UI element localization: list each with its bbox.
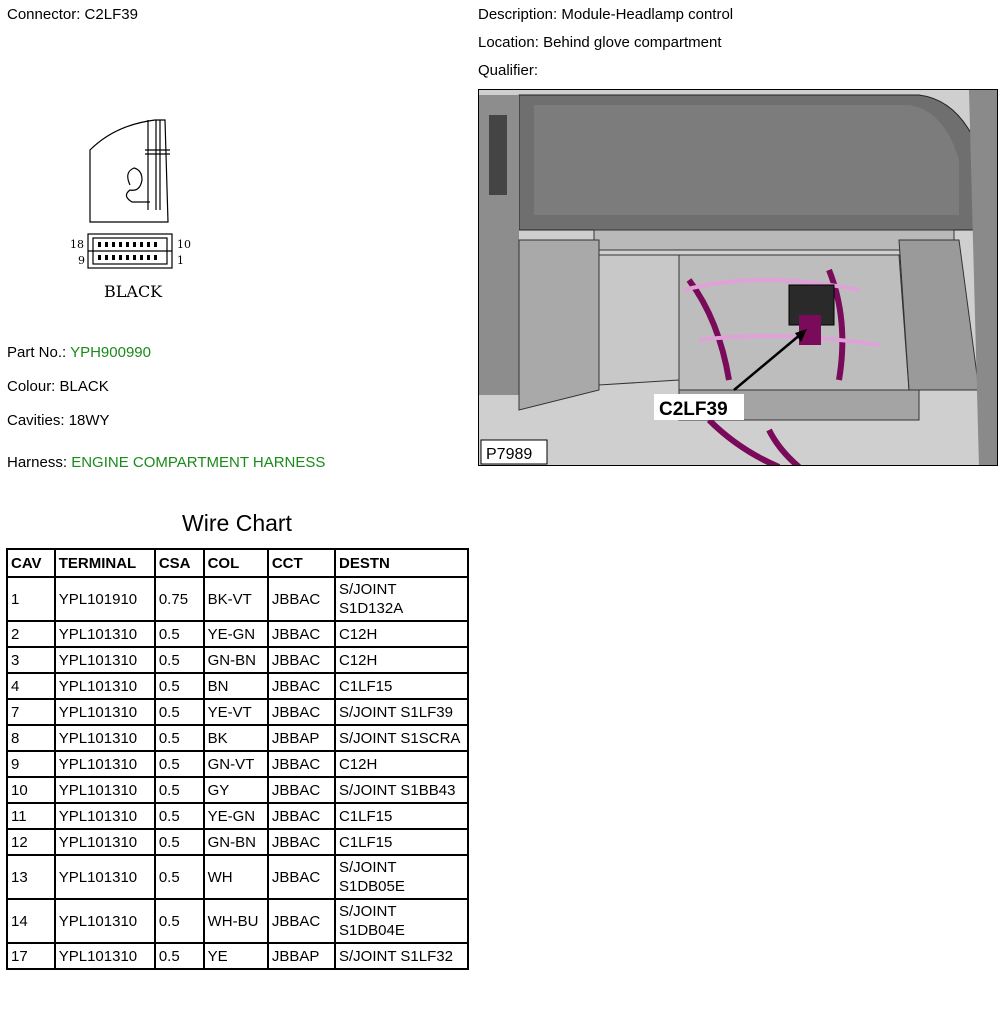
photo-callout-label: C2LF39 xyxy=(659,399,728,420)
table-row xyxy=(7,943,468,969)
cell-cct: JBBAC xyxy=(268,777,335,803)
cell-col: YE-GN xyxy=(204,621,268,647)
table-row xyxy=(7,777,468,803)
cell-cav: 2 xyxy=(7,621,55,647)
cell-cav: 7 xyxy=(7,699,55,725)
cell-csa: 0.5 xyxy=(155,621,204,647)
cell-col: YE xyxy=(204,943,268,969)
cell-cct: JBBAC xyxy=(268,699,335,725)
location-photo-drawing xyxy=(479,90,998,466)
table-row xyxy=(7,647,468,673)
cell-cct: JBBAP xyxy=(268,725,335,751)
cell-destn: C12H xyxy=(335,621,468,647)
pin-label-9: 9 xyxy=(78,254,85,267)
cell-csa: 0.5 xyxy=(155,725,204,751)
harness-link[interactable]: ENGINE COMPARTMENT HARNESS xyxy=(71,454,326,471)
part-no-line xyxy=(7,344,151,361)
connector-line xyxy=(7,6,138,23)
harness-label: Harness: xyxy=(7,454,68,471)
description-value: Module-Headlamp control xyxy=(561,6,734,23)
cell-csa: 0.5 xyxy=(155,829,204,855)
cell-col: GY xyxy=(204,777,268,803)
cell-destn: S/JOINT S1LF39 xyxy=(335,699,468,725)
table-row xyxy=(7,803,468,829)
location-line xyxy=(478,34,722,51)
pin-label-1: 1 xyxy=(177,254,184,267)
cell-csa: 0.5 xyxy=(155,943,204,969)
cell-col: GN-BN xyxy=(204,647,268,673)
harness-line xyxy=(7,454,325,471)
cell-col: BN xyxy=(204,673,268,699)
table-row xyxy=(7,699,468,725)
cell-csa: 0.5 xyxy=(155,647,204,673)
cell-terminal: YPL101310 xyxy=(55,899,155,943)
description-label: Description: xyxy=(478,6,558,23)
cell-col: BK-VT xyxy=(204,577,268,621)
location-photo xyxy=(478,89,998,466)
table-row xyxy=(7,577,468,621)
description-line xyxy=(478,6,733,23)
column-header-cct: CCT xyxy=(268,549,335,577)
cell-terminal: YPL101310 xyxy=(55,647,155,673)
cell-cct: JBBAC xyxy=(268,673,335,699)
colour-label: Colour: xyxy=(7,378,56,395)
cell-destn: S/JOINT S1DB05E xyxy=(335,855,468,899)
connector-drawing xyxy=(60,110,210,310)
cell-cct: JBBAC xyxy=(268,751,335,777)
cavities-line xyxy=(7,412,110,429)
table-row xyxy=(7,673,468,699)
column-header-csa: CSA xyxy=(155,549,204,577)
connector-value: C2LF39 xyxy=(84,6,138,23)
photo-ref-label: P7989 xyxy=(486,446,533,463)
colour-line xyxy=(7,378,109,395)
cell-cav: 13 xyxy=(7,855,55,899)
cell-cav: 1 xyxy=(7,577,55,621)
cell-destn: S/JOINT S1DB04E xyxy=(335,899,468,943)
cell-csa: 0.5 xyxy=(155,803,204,829)
cell-destn: S/JOINT S1BB43 xyxy=(335,777,468,803)
cell-cav: 17 xyxy=(7,943,55,969)
cell-csa: 0.5 xyxy=(155,699,204,725)
cell-cav: 10 xyxy=(7,777,55,803)
cell-cav: 14 xyxy=(7,899,55,943)
cell-destn: C1LF15 xyxy=(335,673,468,699)
cell-cav: 9 xyxy=(7,751,55,777)
cell-destn: S/JOINT S1LF32 xyxy=(335,943,468,969)
cell-col: YE-GN xyxy=(204,803,268,829)
location-label: Location: xyxy=(478,34,539,51)
table-row xyxy=(7,725,468,751)
table-row xyxy=(7,829,468,855)
cell-cav: 3 xyxy=(7,647,55,673)
connector-label: Connector: xyxy=(7,6,81,23)
cell-cct: JBBAC xyxy=(268,803,335,829)
cavities-label: Cavities: xyxy=(7,412,65,429)
colour-value: BLACK xyxy=(59,378,109,395)
cell-terminal: YPL101310 xyxy=(55,699,155,725)
connector-diagram xyxy=(60,110,210,310)
part-no-label: Part No.: xyxy=(7,344,67,361)
pin-label-10: 10 xyxy=(177,238,191,251)
cell-col: YE-VT xyxy=(204,699,268,725)
cell-destn: C12H xyxy=(335,647,468,673)
cell-destn: C1LF15 xyxy=(335,803,468,829)
cell-terminal: YPL101310 xyxy=(55,725,155,751)
cell-destn: S/JOINT S1D132A xyxy=(335,577,468,621)
pin-label-18: 18 xyxy=(70,238,84,251)
wire-chart-table xyxy=(6,548,469,970)
cell-cct: JBBAC xyxy=(268,577,335,621)
table-row xyxy=(7,899,468,943)
qualifier-line xyxy=(478,62,538,79)
wire-chart-title: Wire Chart xyxy=(182,510,292,536)
cell-col: GN-VT xyxy=(204,751,268,777)
column-header-destn: DESTN xyxy=(335,549,468,577)
table-row xyxy=(7,751,468,777)
column-header-cav: CAV xyxy=(7,549,55,577)
wire-chart-header-row xyxy=(7,549,468,577)
column-header-col: COL xyxy=(204,549,268,577)
cell-csa: 0.5 xyxy=(155,751,204,777)
qualifier-label: Qualifier: xyxy=(478,62,539,79)
cell-col: WH xyxy=(204,855,268,899)
part-no-link[interactable]: YPH900990 xyxy=(70,344,151,361)
cell-terminal: YPL101310 xyxy=(55,777,155,803)
cell-destn: S/JOINT S1SCRA xyxy=(335,725,468,751)
cell-cav: 8 xyxy=(7,725,55,751)
cell-destn: C1LF15 xyxy=(335,829,468,855)
cell-col: GN-BN xyxy=(204,829,268,855)
cell-cav: 11 xyxy=(7,803,55,829)
wire-chart-body xyxy=(7,577,468,969)
column-header-terminal: TERMINAL xyxy=(55,549,155,577)
cell-cct: JBBAC xyxy=(268,829,335,855)
cell-csa: 0.75 xyxy=(155,577,204,621)
cell-terminal: YPL101310 xyxy=(55,673,155,699)
cell-destn: C12H xyxy=(335,751,468,777)
cell-cct: JBBAC xyxy=(268,855,335,899)
cell-cav: 4 xyxy=(7,673,55,699)
cell-terminal: YPL101310 xyxy=(55,621,155,647)
cell-cct: JBBAC xyxy=(268,621,335,647)
cell-terminal: YPL101310 xyxy=(55,855,155,899)
cell-csa: 0.5 xyxy=(155,899,204,943)
cell-terminal: YPL101310 xyxy=(55,803,155,829)
cell-terminal: YPL101310 xyxy=(55,751,155,777)
table-row xyxy=(7,621,468,647)
cell-col: BK xyxy=(204,725,268,751)
cell-csa: 0.5 xyxy=(155,855,204,899)
cell-terminal: YPL101310 xyxy=(55,829,155,855)
cell-cct: JBBAC xyxy=(268,647,335,673)
cell-terminal: YPL101910 xyxy=(55,577,155,621)
cell-col: WH-BU xyxy=(204,899,268,943)
cell-csa: 0.5 xyxy=(155,673,204,699)
cell-cav: 12 xyxy=(7,829,55,855)
cell-cct: JBBAP xyxy=(268,943,335,969)
connector-colour-caption: BLACK xyxy=(104,282,163,301)
table-row xyxy=(7,855,468,899)
cell-terminal: YPL101310 xyxy=(55,943,155,969)
cell-cct: JBBAC xyxy=(268,899,335,943)
location-value: Behind glove compartment xyxy=(543,34,722,51)
cavities-value: 18WY xyxy=(68,412,110,429)
cell-csa: 0.5 xyxy=(155,777,204,803)
